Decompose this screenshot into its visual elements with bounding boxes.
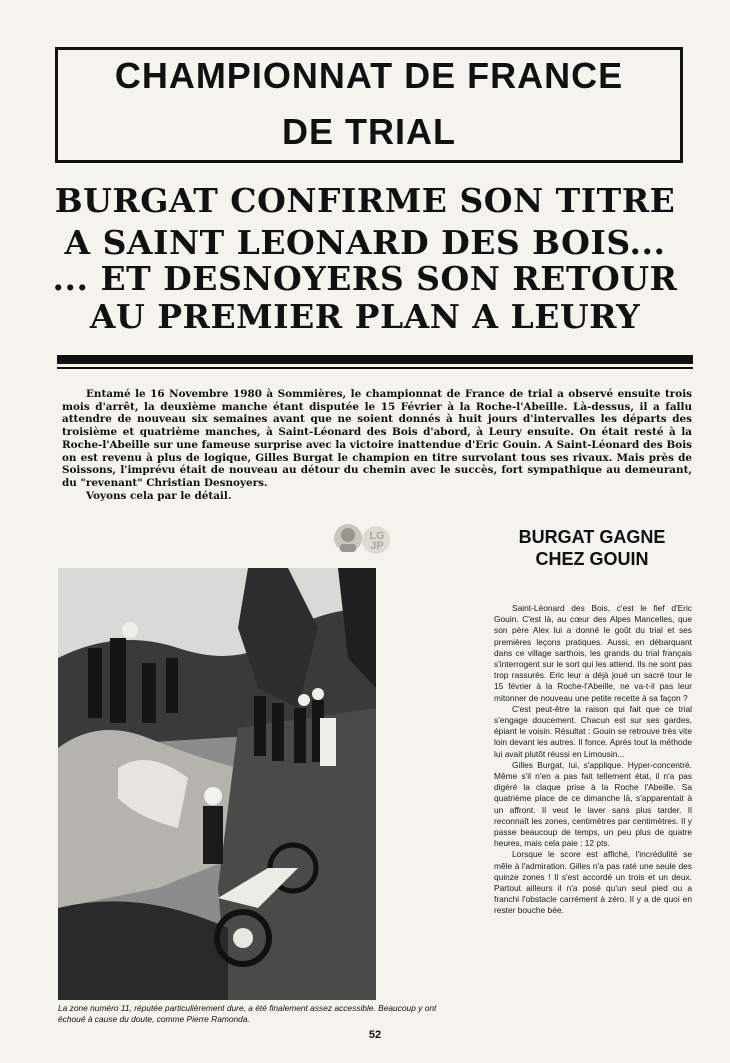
intro-text xyxy=(62,388,692,502)
intro-paragraph-2: Voyons cela par le détail. xyxy=(86,489,232,502)
divider-thick xyxy=(57,355,693,364)
intro-paragraph-1: Entamé le 16 Novembre 1980 à Sommières, le championnat de France de trial a observé ensuite trois mois d'arrêt, la deuxième manche étant disputée le 15 Février à la Roche-l'Abeille. Là-dessus, il a fallu attendre de nouveau six semaines avant que ne soient donnés à huit jours d'intervalles les départs des troisième et quatrième manches, à Saint-Léonard des Bois d'abord, à Leury ensuite. On était resté à la Roche-l'Abeille sur une fameuse surprise avec la victoire inattendue d'Eric Gouin. A Saint-Léonard des Bois on est revenu à plus de logique, Gilles Burgat le champion en titre survolant tous ses rivaux. Mais près de Soissons, l'imprévu était de nouveau au détour du chemin avec le succès, fort sympathique au demeurant, du "revenant" Christian Desnoyers. xyxy=(62,388,692,489)
headline-line-3: ... ET DESNOYERS SON RETOUR xyxy=(52,259,678,298)
page-number: 52 xyxy=(368,1029,382,1041)
logo xyxy=(332,520,396,560)
title-box xyxy=(55,47,683,163)
divider-thin xyxy=(57,367,693,369)
trial-photo xyxy=(58,568,376,1000)
photo-caption: La zone numéro 11, réputée particulièrement dure, a été finalement assez accessible. Beaucoup y ont échoué à cause du doute, comme Pierre Ramonda. xyxy=(58,1003,437,1024)
body-paragraph-3: Gilles Burgat, lui, s'applique. Hyper-concentré. Même s'il n'en a pas fait tellement état, il n'a pas digéré la claque prise à la Roche l'Abeille. Sa quatrième place de ce dimanche là, s'apparentait à un affront. Il veut le laver sans plus tarder. Il reconnaît les zones, centimètres par centimètres. Il y passe beaucoup de temps, un peu plus de quatre heures, mais cela paie : 12 pts. xyxy=(494,759,692,849)
headline-line-4: AU PREMIER PLAN A LEURY xyxy=(89,297,641,336)
article-body xyxy=(494,603,692,917)
headline-line-1: BURGAT CONFIRME SON TITRE xyxy=(54,181,676,220)
subheading-line-2: CHEZ GOUIN xyxy=(535,549,649,569)
logo-text: LG JP xyxy=(369,530,385,552)
title-line-1: CHAMPIONNAT DE FRANCE xyxy=(114,55,624,96)
body-paragraph-1: Saint-Léonard des Bois, c'est le fief d'Eric Gouin. C'est là, au cœur des Alpes Mancelles, que son père Alex lui a donné le goût du trial et ses premières leçons pratiques. Aussi, en débarquant dans ce village sarthois, les grands du trial français s'interrogent sur le sort qui les attend. Ils ne sont pas trop rassurés. Eric leur a déjà joué un sacré tour le 15 février à la Roche-l'Abeille, ne va-t-il pas leur mitonner de nouveau une petite recette à sa façon ? xyxy=(494,603,692,703)
subheading-line-1: BURGAT GAGNE xyxy=(518,527,666,547)
title-line-2: DE TRIAL xyxy=(282,111,456,152)
body-paragraph-2: C'est peut-être la raison qui fait que ce trial s'engage doucement. Chacun est sur ses gardes, épiant le voisin. Résultat : Gouin se retrouve très vite loin devant les autres. Il fonce. Après tout la méthode lui avait plutôt réussi en Limousin... xyxy=(494,703,692,759)
body-paragraph-4: Lorsque le score est affiché, l'incrédulité se mêle à l'admiration. Gilles n'a pas raté une seule des quinze zones ! Il s'est accordé un trois et un deux. Partout ailleurs il n'a posé qu'un seul pied ou a franchi l'obstacle carrément à zéro. Il y a de quoi en rester bouche bée. xyxy=(494,849,692,916)
headline-line-2: A SAINT LEONARD DES BOIS... xyxy=(64,223,666,262)
